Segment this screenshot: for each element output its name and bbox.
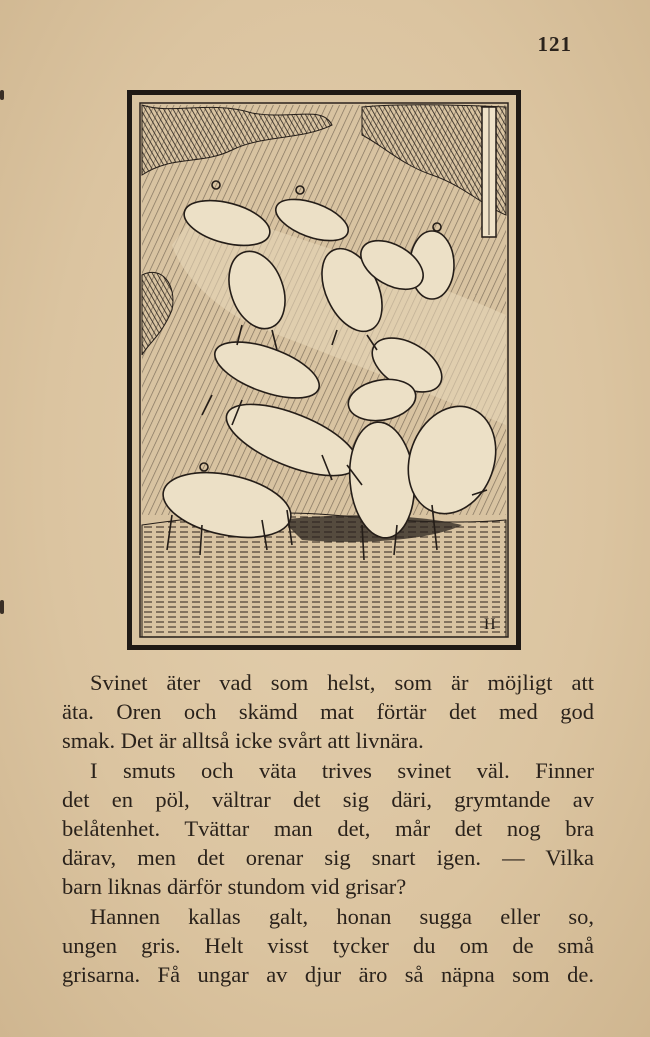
paragraph-3 <box>62 902 594 990</box>
text-line: belåtenhet. Tvättar man det, mår det nog bra <box>62 816 594 842</box>
artist-signature: H <box>484 616 496 633</box>
pigs-illustration <box>132 95 516 645</box>
text-line: därav, men det orenar sig snart igen. — Vilka <box>62 845 594 871</box>
text-line: Svinet äter vad som helst, som är möjligt att <box>90 670 594 695</box>
margin-mark <box>0 90 4 100</box>
page-number: 121 <box>537 32 572 56</box>
pigs-engraving <box>127 90 521 650</box>
text-line: grisarna. Få ungar av djur äro så näpna som de. <box>62 962 594 988</box>
text-line: Hannen kallas galt, honan sugga eller so, <box>90 903 594 929</box>
paragraph-2 <box>62 756 594 902</box>
paragraph-1 <box>62 668 594 756</box>
text-line: ungen gris. Helt visst tycker du om de små <box>62 932 594 958</box>
body-text <box>62 668 594 989</box>
text-line: smak. Det är alltså icke svårt att livnära. <box>62 728 424 754</box>
text-line: äta. Oren och skämd mat förtär det med god <box>62 699 594 725</box>
margin-mark <box>0 600 4 614</box>
text-line: det en pöl, vältrar det sig däri, grymtande av <box>62 786 594 812</box>
text-line: I smuts och väta trives svinet väl. Finner <box>90 757 594 783</box>
text-line: barn liknas därför stundom vid grisar? <box>62 874 407 900</box>
